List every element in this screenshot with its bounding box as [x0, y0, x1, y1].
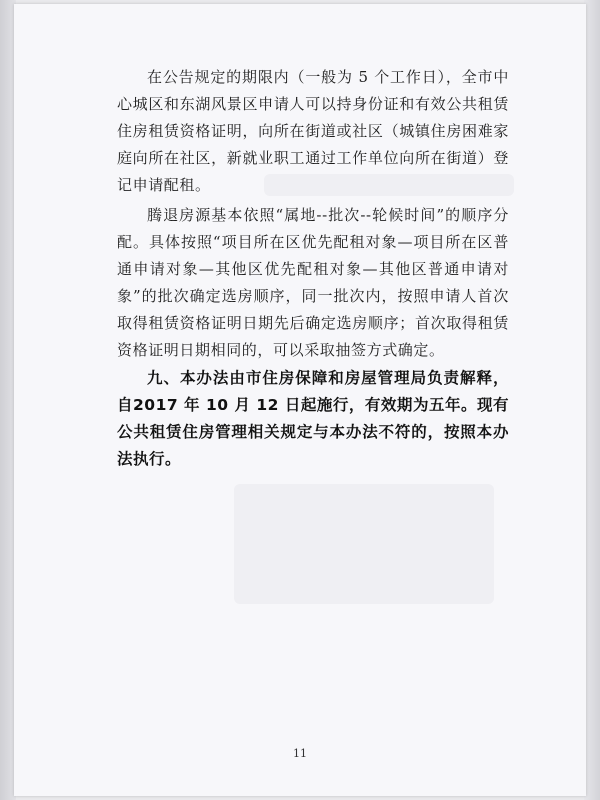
page-number: 11	[293, 747, 307, 760]
show-through-block-lower	[234, 484, 494, 604]
paragraph-allocation-text: 腾退房源基本依照“属地--批次--轮候时间”的顺序分配。具体按照“项目所在区优先配租对象—项目所在区普通申请对象—其他区优先配租对象—其他区普通申请对象”的批次确定选房顺序，同一批次内，按照申请人首次取得租赁资格证明日期先后确定选房顺序；首次取得租赁资格证明日期相同的，可以采取抽签方式确定。	[117, 206, 509, 359]
scan-right-edge	[584, 0, 600, 800]
paragraph-registration-text: 在公告规定的期限内（一般为 5 个工作日），全市中心城区和东湖风景区申请人可以持身份证和有效公共租赁住房租赁资格证明，向所在街道或社区（城镇住房困难家庭向所在社区，新就业职工通过工作单位向所在街道）登记申请配租。	[117, 68, 509, 194]
article-nine-text: 九、本办法由市住房保障和房屋管理局负责解释，自2017 年 10 月 12 日起施行，有效期为五年。现有公共租赁住房管理相关规定与本办法不符的，按照本办法执行。	[117, 369, 509, 468]
paragraph-allocation	[117, 202, 509, 364]
article-nine	[117, 365, 509, 473]
paragraph-registration	[117, 64, 509, 199]
